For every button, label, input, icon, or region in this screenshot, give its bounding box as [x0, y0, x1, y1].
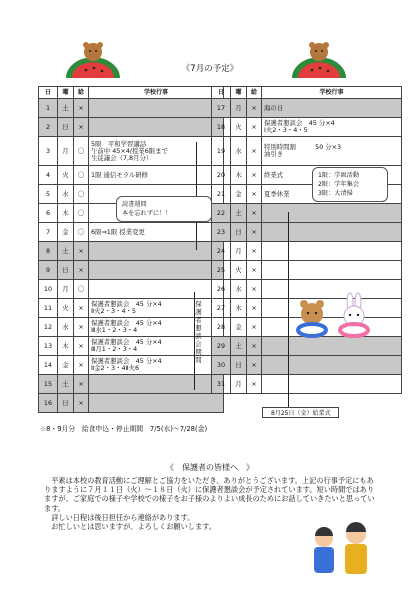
events-cell: 保護者懇談会 45 分×4 Ⅱ火2・3・4・5 [89, 299, 224, 318]
lunch-cell: × [74, 261, 89, 280]
dow-cell: 金 [231, 185, 247, 204]
table-row [39, 280, 224, 299]
day-cell: 6 [39, 204, 58, 223]
header-lunch: 給 [247, 87, 262, 99]
lunch-cell: × [74, 375, 89, 394]
events-cell: 終業式 [262, 166, 402, 185]
dow-cell: 土 [58, 375, 74, 394]
dow-cell: 木 [231, 299, 247, 318]
lunch-cell: 〇 [74, 280, 89, 299]
lunch-cell: × [247, 204, 262, 223]
dow-cell: 日 [58, 394, 74, 413]
dow-cell: 火 [58, 166, 74, 185]
table-header [212, 87, 402, 99]
day-cell: 20 [212, 166, 231, 185]
events-cell [262, 375, 402, 394]
events-cell [262, 204, 402, 223]
day-cell: 17 [212, 99, 231, 118]
day-cell: 28 [212, 318, 231, 337]
lunch-cell: × [74, 356, 89, 375]
day-cell: 30 [212, 356, 231, 375]
events-cell: 保護者懇談会 45 分×4 Ⅰ火2・3・4・5 [262, 118, 402, 137]
table-row [39, 118, 224, 137]
lunch-cell: × [74, 337, 89, 356]
lunch-cell: × [247, 223, 262, 242]
lunch-cell: × [74, 99, 89, 118]
arrow-line-summer-break [288, 212, 289, 408]
lunch-cell: × [247, 185, 262, 204]
day-cell: 4 [39, 166, 58, 185]
dow-cell: 土 [58, 242, 74, 261]
lunch-cell: × [247, 375, 262, 394]
day-cell: 7 [39, 223, 58, 242]
table-row [212, 137, 402, 166]
lunch-cell: × [247, 242, 262, 261]
day-cell: 10 [39, 280, 58, 299]
events-cell: 保護者懇談会 45 分×4 Ⅲ月1・2・3・4 [89, 337, 224, 356]
dow-cell: 日 [58, 261, 74, 280]
day-cell: 27 [212, 299, 231, 318]
dow-cell: 水 [231, 280, 247, 299]
day-cell: 22 [212, 204, 231, 223]
lunch-cell: 〇 [74, 166, 89, 185]
header-dow: 曜 [231, 87, 247, 99]
events-cell: 1限 通信モラル研修 [89, 166, 224, 185]
lunch-application-note: ☆8・9月分 給食申込・停止期間 7/5(水)〜7/28(金) [40, 425, 208, 433]
table-row [212, 356, 402, 375]
events-cell [262, 356, 402, 375]
table-row [212, 223, 402, 242]
events-cell [262, 261, 402, 280]
dow-cell: 水 [231, 137, 247, 166]
day-cell: 8 [39, 242, 58, 261]
table-row [212, 118, 402, 137]
dow-cell: 土 [58, 99, 74, 118]
lunch-cell: × [247, 337, 262, 356]
dow-cell: 火 [58, 299, 74, 318]
events-cell [262, 223, 402, 242]
table-row [39, 261, 224, 280]
day-cell: 9 [39, 261, 58, 280]
lunch-cell: × [247, 318, 262, 337]
table-row [39, 394, 224, 413]
events-cell [89, 99, 224, 118]
dow-cell: 金 [58, 356, 74, 375]
special-schedule-callout [312, 167, 388, 202]
table-row [212, 204, 402, 223]
bear-watermelon-illustration-left [64, 40, 122, 80]
events-cell: 5限 平和学習講話 午前中 45×4/授業6限まで 生徒議会（7,8月分） [89, 137, 224, 166]
lunch-cell: 〇 [74, 204, 89, 223]
table-header [39, 87, 224, 99]
events-cell [89, 375, 224, 394]
day-cell: 29 [212, 337, 231, 356]
dow-cell: 水 [58, 318, 74, 337]
lunch-cell: × [74, 394, 89, 413]
header-events: 学校行事 [89, 87, 224, 99]
events-cell [89, 242, 224, 261]
callout-text: 読書週間 本を忘れずに！！ [122, 201, 172, 217]
events-cell: 特別時間割 50 分×3 油引き [262, 137, 402, 166]
lunch-cell: 〇 [74, 137, 89, 166]
dow-cell: 土 [231, 337, 247, 356]
lunch-cell: × [247, 299, 262, 318]
lunch-cell: × [74, 299, 89, 318]
lunch-cell: × [74, 242, 89, 261]
day-cell: 16 [39, 394, 58, 413]
events-cell [89, 280, 224, 299]
dow-cell: 土 [231, 204, 247, 223]
day-cell: 3 [39, 137, 58, 166]
dow-cell: 月 [231, 99, 247, 118]
events-cell: 6限⇒1限 授業変更 [89, 223, 224, 242]
events-cell: 保護者懇談会 45 分×4 Ⅱ金2・3・4Ⅱ火6 [89, 356, 224, 375]
table-row [212, 99, 402, 118]
day-cell: 13 [39, 337, 58, 356]
events-cell [262, 242, 402, 261]
day-cell: 19 [212, 137, 231, 166]
dow-cell: 月 [231, 375, 247, 394]
dow-cell: 木 [58, 204, 74, 223]
day-cell: 14 [39, 356, 58, 375]
lunch-cell: × [247, 99, 262, 118]
bear-watermelon-illustration-right [290, 40, 348, 80]
header-events: 学校行事 [262, 87, 402, 99]
dow-cell: 日 [231, 356, 247, 375]
table-row [39, 99, 224, 118]
dow-cell: 月 [231, 242, 247, 261]
lunch-cell: 〇 [74, 185, 89, 204]
table-row [212, 375, 402, 394]
header-day: 日 [212, 87, 231, 99]
lunch-cell: × [247, 166, 262, 185]
dow-cell: 火 [231, 261, 247, 280]
lunch-cell: × [247, 261, 262, 280]
header-dow: 曜 [58, 87, 74, 99]
lunch-cell: 〇 [74, 223, 89, 242]
day-cell: 21 [212, 185, 231, 204]
day-cell: 31 [212, 375, 231, 394]
day-cell: 1 [39, 99, 58, 118]
dow-cell: 木 [231, 166, 247, 185]
reading-week-callout [116, 196, 212, 222]
dow-cell: 金 [231, 318, 247, 337]
section-title: 《 保護者の皆様へ 》 [166, 463, 254, 472]
callout-text: 1限：学級活動 2限：学年集会 3限：大清掃 [318, 172, 360, 197]
day-cell: 11 [39, 299, 58, 318]
day-cell: 5 [39, 185, 58, 204]
lunch-cell: × [247, 118, 262, 137]
schedule-table-right [211, 86, 402, 394]
dow-cell: 月 [58, 137, 74, 166]
bear-and-rabbit-illustration [292, 292, 376, 340]
events-cell: 夏季休業 [262, 185, 402, 204]
assembly-note: 8月25日（金）始業式 [262, 407, 339, 418]
events-cell: 海の日 [262, 99, 402, 118]
dow-cell: 日 [58, 118, 74, 137]
lunch-cell: × [74, 318, 89, 337]
day-cell: 12 [39, 318, 58, 337]
teacher-student-illustration [300, 520, 380, 586]
message-paragraph: 平素は本校の教育活動にご理解とご協力をいただき、ありがとうございます。上記の行事予定にもありますように７月１１日（火）〜１８日（火）に保護者懇談会が予定されています。短い時間ではありますが、ご家庭での様子や学校での様子をお子様のよりよい成長のためにお話していきたいと思っています。 詳しい日程は後日担任から連絡があります。 お忙しいとは思いますが、よろしくお願いします。 [44, 476, 375, 532]
dow-cell: 水 [58, 185, 74, 204]
dow-cell: 月 [58, 280, 74, 299]
day-cell: 18 [212, 118, 231, 137]
header-day: 日 [39, 87, 58, 99]
events-cell [89, 118, 224, 137]
dow-cell: 日 [231, 223, 247, 242]
day-cell: 25 [212, 261, 231, 280]
table-row [212, 261, 402, 280]
events-cell: 保護者懇談会 45 分×4 Ⅲ水1・2・3・4 [89, 318, 224, 337]
dow-cell: 木 [58, 337, 74, 356]
header-lunch: 給 [74, 87, 89, 99]
events-cell [89, 394, 224, 413]
day-cell: 15 [39, 375, 58, 394]
table-row [212, 242, 402, 261]
day-cell: 23 [212, 223, 231, 242]
lunch-cell: × [247, 280, 262, 299]
day-cell: 2 [39, 118, 58, 137]
lunch-cell: × [247, 356, 262, 375]
page-title: 《7月の予定》 [181, 64, 239, 74]
dow-cell: 金 [58, 223, 74, 242]
day-cell: 24 [212, 242, 231, 261]
events-cell [89, 261, 224, 280]
lunch-cell: × [247, 137, 262, 166]
lunch-cell: × [74, 118, 89, 137]
dow-cell: 火 [231, 118, 247, 137]
conference-period-label: 保護者懇談会期間 [195, 300, 202, 364]
day-cell: 26 [212, 280, 231, 299]
table-row [39, 375, 224, 394]
